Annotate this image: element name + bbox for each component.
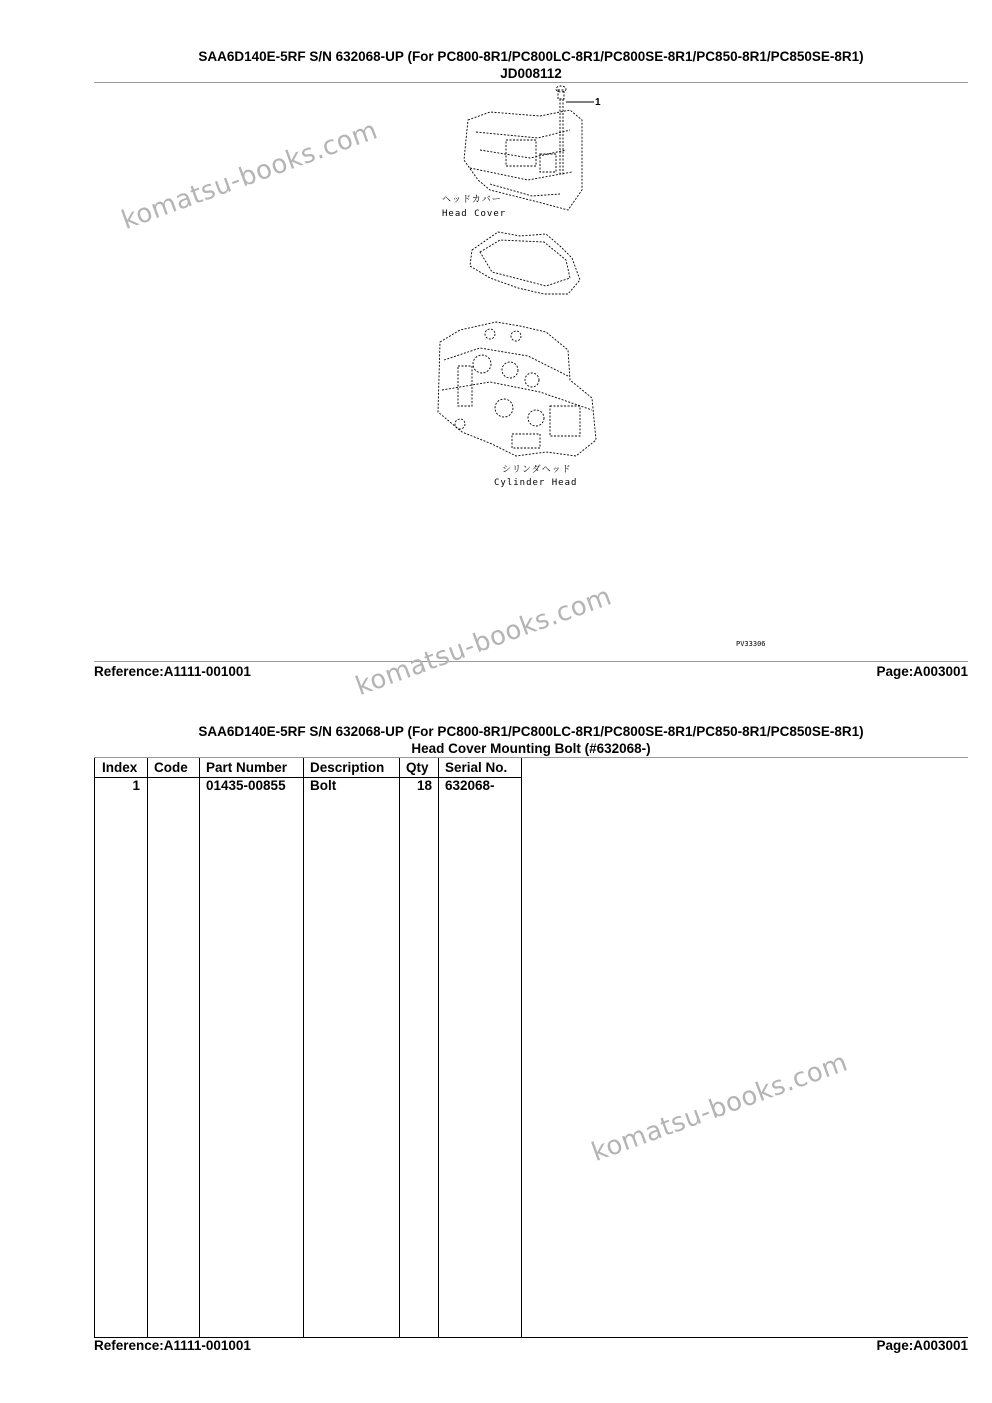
- watermark-text: komatsu-books.com: [351, 581, 616, 702]
- column-header-serial-no: Serial No.: [445, 760, 508, 775]
- gasket-drawing: [470, 232, 580, 294]
- cell-index: 1: [132, 778, 140, 793]
- cell-serial-no: 632068-: [445, 778, 495, 793]
- callout-index: 1: [595, 97, 601, 108]
- column-header-qty: Qty: [406, 760, 429, 775]
- exploded-parts-diagram: [420, 80, 660, 500]
- column-header-description: Description: [310, 760, 385, 775]
- page1-subtitle: JD008112: [500, 66, 562, 81]
- table-border: [147, 758, 148, 1338]
- page1-reference: Reference:A1111-001001: [94, 664, 251, 679]
- drawing-code: PV33306: [736, 640, 766, 648]
- page2-title: SAA6D140E-5RF S/N 632068-UP (For PC800-8R1/PC800LC-8R1/PC800SE-8R1/PC850-8R1/PC850SE-8R1): [198, 724, 864, 739]
- page2-reference: Reference:A1111-001001: [94, 1338, 251, 1353]
- column-header-code: Code: [154, 760, 188, 775]
- watermark-text: komatsu-books.com: [587, 1047, 852, 1168]
- page1-title: SAA6D140E-5RF S/N 632068-UP (For PC800-8R1/PC800LC-8R1/PC800SE-8R1/PC850-8R1/PC850SE-8R1): [198, 49, 864, 64]
- table-border: [303, 758, 304, 1338]
- page2-page-number: Page:A003001: [876, 1338, 968, 1353]
- cell-description: Bolt: [310, 778, 337, 793]
- table-border: [94, 758, 95, 1338]
- column-header-index: Index: [102, 760, 138, 775]
- cell-qty: 18: [416, 778, 432, 793]
- cylinder-head-drawing: [438, 322, 596, 456]
- cylinder-head-jp-label: シリンダヘッド: [502, 465, 572, 475]
- table-border: [399, 758, 400, 1338]
- watermark-text: komatsu-books.com: [117, 115, 382, 236]
- table-border: [521, 758, 522, 1338]
- page1-page-number: Page:A003001: [876, 664, 968, 679]
- bolt-drawing: [556, 86, 566, 175]
- page2-subtitle: Head Cover Mounting Bolt (#632068-): [411, 741, 651, 756]
- cylinder-head-en-label: Cylinder Head: [494, 478, 578, 488]
- table-border: [438, 758, 439, 1338]
- cell-part-number: 01435-00855: [206, 778, 286, 793]
- page1-footer-rule: [94, 661, 968, 662]
- head-cover-en-label: Head Cover: [442, 209, 507, 219]
- table-border: [199, 758, 200, 1338]
- column-header-part-number: Part Number: [206, 760, 288, 775]
- head-cover-jp-label: ヘッドカバー: [442, 195, 502, 205]
